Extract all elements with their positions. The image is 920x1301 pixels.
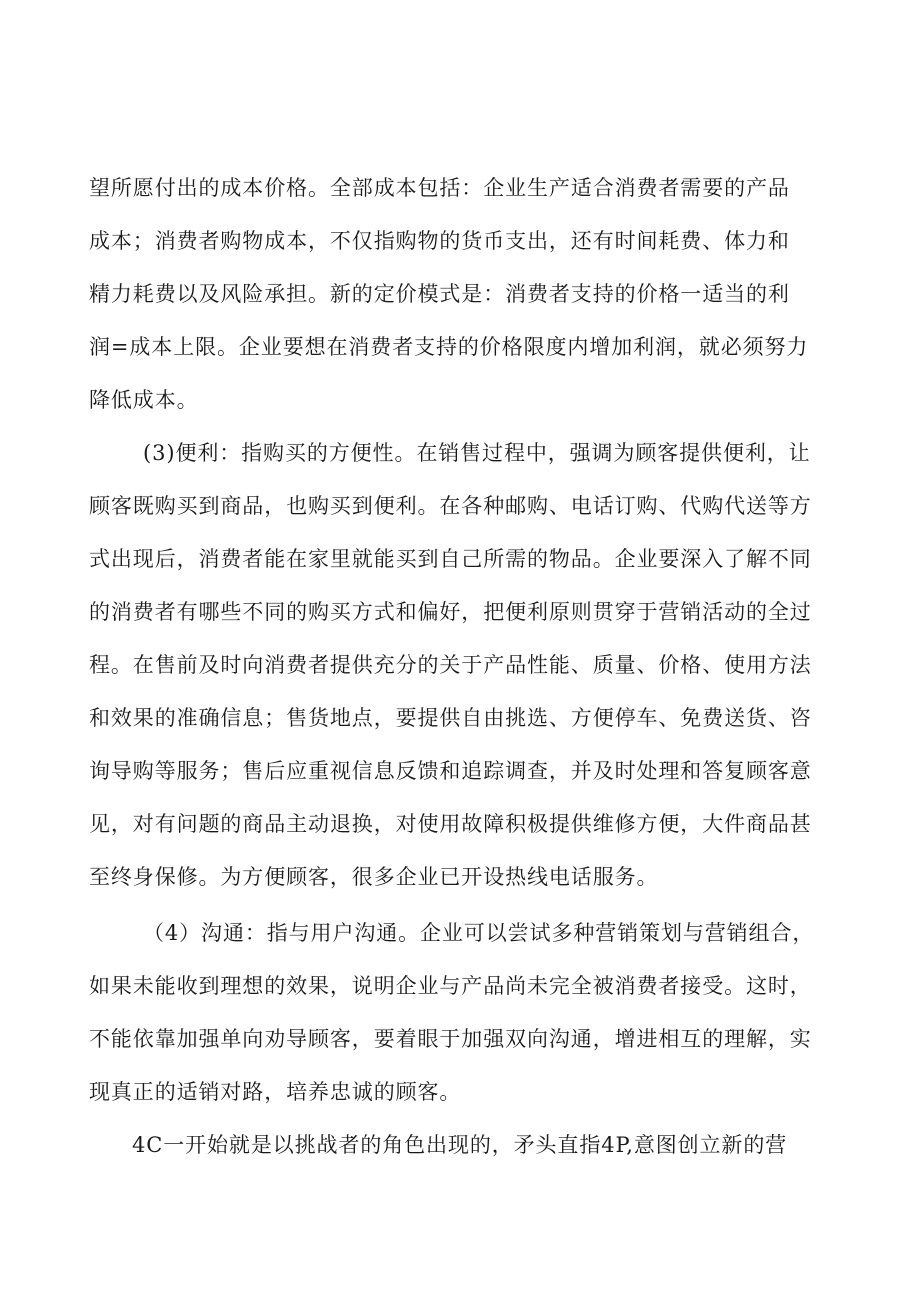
text-line: 不能依靠加强单向劝导顾客，要着眼于加强双向沟通，增进相互的理解，实: [89, 1027, 812, 1051]
text-line: 降低成本。: [89, 388, 199, 412]
text-line: 润=成本上限。企业要想在消费者支持的价格限度内增加利润，就必须努力: [89, 335, 809, 359]
text-line: 至终身保修。为方便顾客，很多企业已开设热线电话服务。: [89, 865, 659, 889]
text-line: 程。在售前及时向消费者提供充分的关于产品性能、质量、价格、使用方法: [89, 653, 812, 677]
text-line: 见，对有问题的商品主动退换，对使用故障积极提供维修方便，大件商品甚: [89, 812, 812, 836]
text-line: 成本；消费者购物成本，不仅指购物的货币支出，还有时间耗费、体力和: [89, 229, 790, 253]
text-line: 望所愿付出的成本价格。全部成本包括：企业生产适合消费者需要的产品: [89, 176, 790, 200]
text-line: 如果未能收到理想的效果，说明企业与产品尚未完全被消费者接受。这时，: [89, 974, 812, 998]
text-line: （4）沟通：指与用户沟通。企业可以尝试多种营销策划与营销组合，: [143, 921, 815, 945]
text-line: 式出现后，消费者能在家里就能买到自己所需的物品。企业要深入了解不同: [89, 547, 812, 571]
text-line: 现真正的适销对路，培养忠诚的顾客。: [89, 1080, 462, 1104]
text-line: (3)便利：指购买的方便性。在销售过程中，强调为顾客提供便利，让: [143, 441, 811, 465]
text-line: 精力耗费以及风险承担。新的定价模式是：消费者支持的价格一适当的利: [89, 282, 790, 306]
text-line: 4C一开始就是以挑战者的角色出现的，矛头直指4P,意图创立新的营: [132, 1133, 788, 1157]
text-line: 询导购等服务；售后应重视信息反馈和追踪调查，并及时处理和答复顾客意: [89, 759, 812, 783]
text-line: 顾客既购买到商品，也购买到便利。在各种邮购、电话订购、代购代送等方: [89, 494, 812, 518]
text-line: 的消费者有哪些不同的购买方式和偏好，把便利原则贯穿于营销活动的全过: [89, 600, 812, 624]
text-line: 和效果的准确信息；售货地点，要提供自由挑选、方便停车、免费送货、咨: [89, 706, 812, 730]
